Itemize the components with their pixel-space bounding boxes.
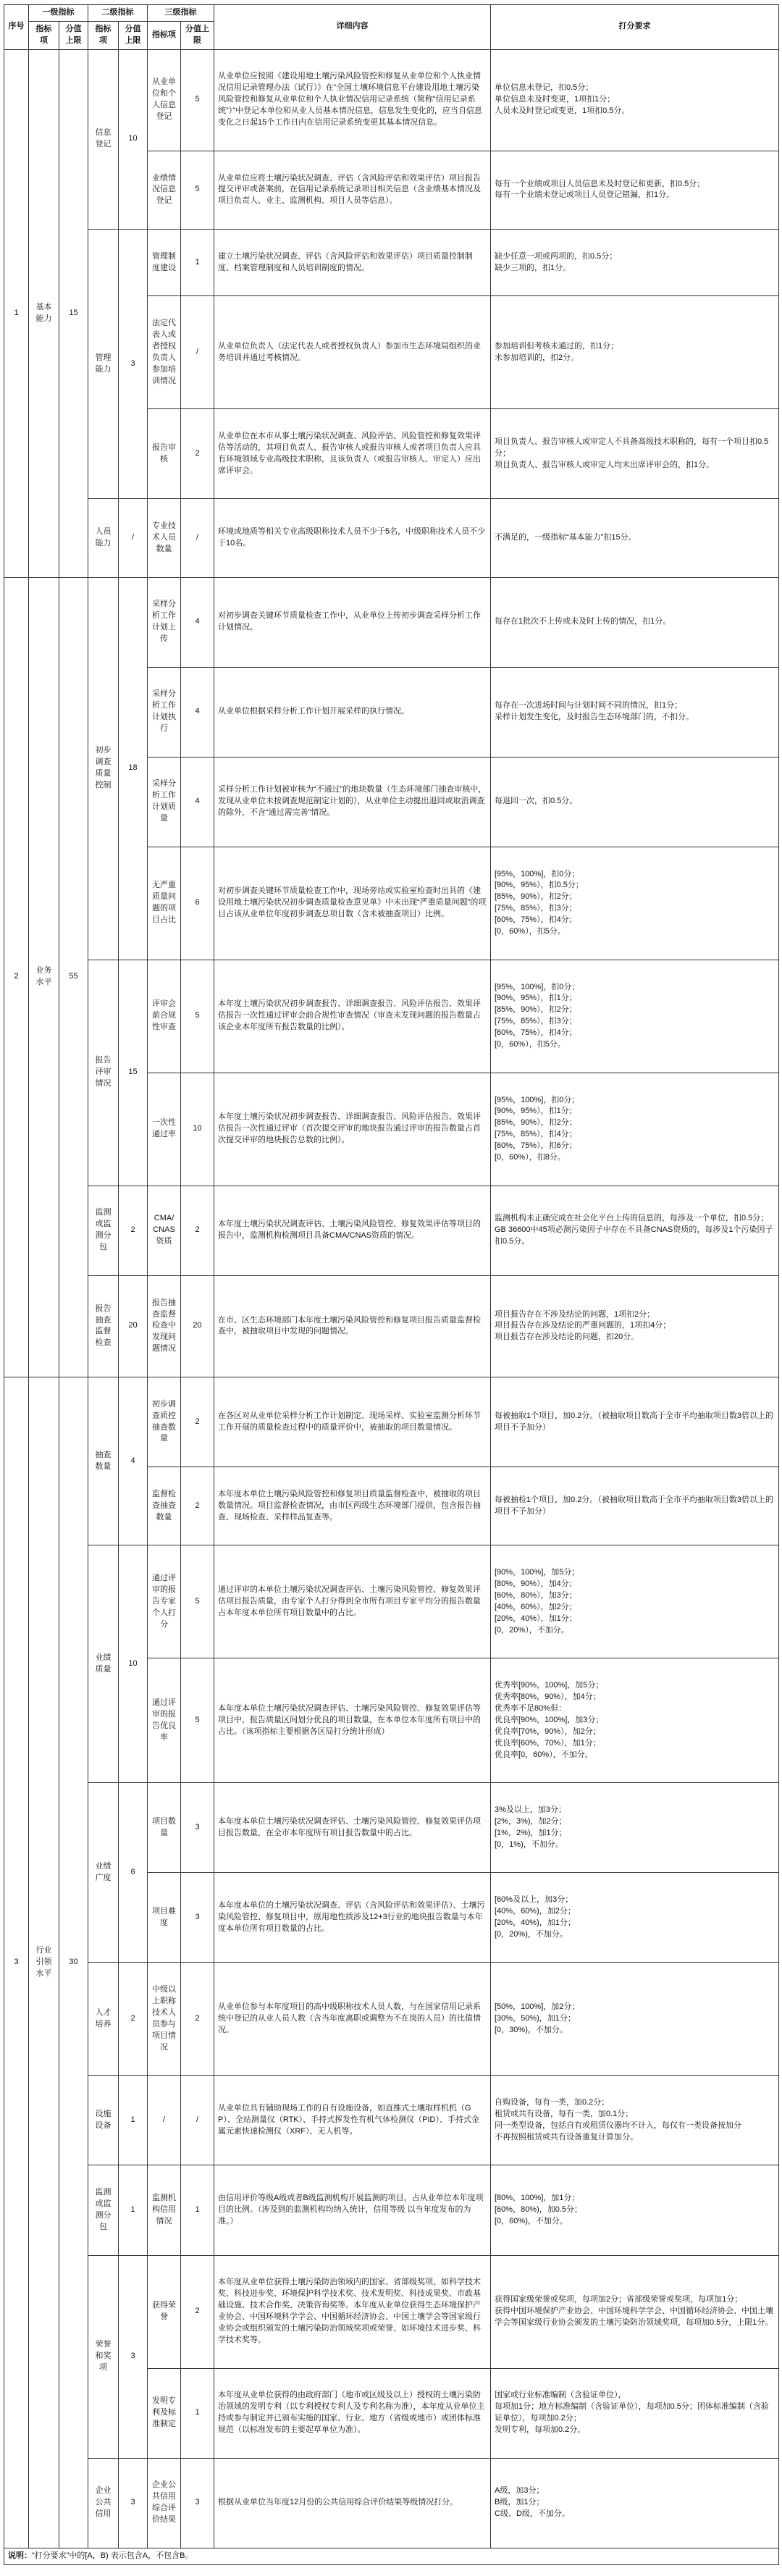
- level3-cap: 4: [181, 577, 214, 667]
- level2-metric: 监测或监测分包: [88, 2165, 119, 2255]
- level2-metric: 监测或监测分包: [88, 1186, 119, 1275]
- level2-metric: 报告评审情况: [88, 960, 119, 1186]
- scoring-table-container: [4, 4, 778, 2568]
- note-row: [4, 2548, 779, 2564]
- detail-content: 对初步调查关键环节质量检查工作中，现场旁站或实验室检查时出具的《建设用地土壤污染状况初步调查质量检查意见单》中未出现“严重质量问题”的项目占该从业单位年度初步调查总项目数（含未被抽查项目）比例。: [214, 847, 491, 960]
- level3-metric: 通过评审的报告优良率: [148, 1658, 181, 1783]
- level1-metric: 基本能力: [29, 49, 59, 577]
- header-level3: 三级指标: [148, 5, 214, 22]
- level3-cap: 1: [181, 230, 214, 296]
- scoring-requirement: [80%，100%]，加1分； [60%，80%)，加0.5分； [0，60%)，不加分。: [491, 2165, 779, 2255]
- level3-metric: 业绩情况信息登记: [148, 151, 181, 229]
- level3-cap: 5: [181, 960, 214, 1073]
- level2-metric: 人才培养: [88, 1963, 119, 2076]
- detail-content: 从业单位应按照《建设用地土壤污染风险管控和修复从业单位和个人执业情况信用记录管理办法（试行）》在“全国土壤环境信息平台建设用地土壤污染风险管控和修复从业单位和个人执业情况信用记录系统（简称“信用记录系统”）”中登记本单位和从业人员基本情况信息，信息发生变化的，应当自信息变化之日起15个工作日内在信用记录系统变更其基本情况信息。: [214, 49, 491, 151]
- level3-cap: 2: [181, 1377, 214, 1467]
- seq-cell: 2: [4, 577, 29, 1377]
- level3-metric: 报告审核: [148, 409, 181, 499]
- detail-content: 本年度本单位土壤污染状况调查评估、土壤污染风险管控、修复效果评估等项目中，报告质量区间划分优良的项目数量，在本单位本年度所有项目中的占比。（该项指标主要根据各区局打分统计形成）: [214, 1658, 491, 1783]
- level2-metric: 初步调查质量控制: [88, 577, 119, 960]
- level3-metric: 初步调查质控抽查数量: [148, 1377, 181, 1467]
- level3-metric: 法定代表人或者授权负责人参加培训情况: [148, 296, 181, 409]
- detail-content: 采样分析工作计划被审核为“不通过”的地块数量（生态环境部门抽查审核中，发现从业单位未按调查规范制定计划的），从业单位主动提出退回或取消调查的除外，不含“通过需完善”情况。: [214, 757, 491, 847]
- level3-cap: /: [181, 499, 214, 577]
- level3-metric: 专业技术人员数量: [148, 499, 181, 577]
- scoring-requirement: 每被抽取1个项目，加0.2分。（被抽取项目数高于全市平均抽取项目数3倍以上的项目不予加分）: [491, 1377, 779, 1467]
- table-body: [4, 49, 779, 2548]
- detail-content: 从业单位在本市从事土壤污染状况调查、风险评估、风险管控和修复效果评估等活动的，其项目负责人、报告审核人或报告审核人或者项目负责人应具有环境领域专业高级技术职称，且该负责人（或报告审核人、审定人）应出席评审会。: [214, 409, 491, 499]
- scoring-requirement: 不满足的，一级指标“基本能力”扣15分。: [491, 499, 779, 577]
- seq-cell: 3: [4, 1377, 29, 2548]
- level2-metric: 荣誉和奖项: [88, 2255, 119, 2458]
- detail-content: 本年度从业单位获得土壤污染防治领域内的国家、省部级奖项、如科学技术奖、科技进步奖、环境保护科学技术奖、技术发明奖、科技成果奖、市政基础设施、技术合作奖、决策咨询奖等。本年度从业单位获得生态环境保护产业协会、中国环境科学学会、中国循环经济协会、中国土壤学会等国家级行业协会或组织颁发的土壤污染防治领域奖项或荣誉、如环境技术进步奖、科学技术奖等。: [214, 2255, 491, 2368]
- level2-cap: 6: [119, 1783, 148, 1963]
- detail-content: 对初步调查关键环节质量检查工作中，从业单位上传初步调查采样分析工作计划情况。: [214, 577, 491, 667]
- level3-cap: 5: [181, 151, 214, 229]
- level3-cap: 2: [181, 2255, 214, 2368]
- table-row: [4, 499, 779, 577]
- level1-cap: 15: [59, 49, 88, 577]
- note-text: “打分要求”中的[A，B) 表示包含A，不包含B。: [32, 2551, 193, 2560]
- scoring-requirement: [50%，100%]，加2分； [30%，50%)，加1分； [0，30%)，不加分。: [491, 1963, 779, 2076]
- header-level2-metric: 指标项: [88, 21, 119, 49]
- scoring-requirement: 监测机构未正确完成在社会化平台上传的信息的，每涉及一个单位，扣0.5分； GB 36600中45项必测污染因子中存在不具备CNAS资质的，每涉及1个污染因子扣0.5分。: [491, 1186, 779, 1275]
- note-label: 说明：: [8, 2551, 32, 2560]
- table-row: [4, 1275, 779, 1377]
- level2-cap: 20: [119, 1275, 148, 1377]
- header-level1: 一级指标: [29, 5, 88, 22]
- header-level1-metric: 指标项: [29, 21, 59, 49]
- level3-metric: 评审会前合规性审查: [148, 960, 181, 1073]
- table-row: [4, 1377, 779, 1467]
- table-row: [4, 1186, 779, 1275]
- level3-metric: 采样分析工作计划执行: [148, 667, 181, 757]
- level3-metric: 从业单位和个人信息登记: [148, 49, 181, 151]
- scoring-requirement: [95%，100%]，扣0分； [90%，95%），扣1分； [85%，90%），扣2分； [75%，85%），扣3分； [60%，75%），扣4分； [0，60%），扣5分。: [491, 960, 779, 1073]
- scoring-requirement: [95%，100%]，扣0分； [90%，95%），扣1分； [85%，90%），扣2分； [75%，85%），扣4分； [60%，75%），扣6分； [0，60%），扣8分。: [491, 1073, 779, 1186]
- level3-cap: 6: [181, 847, 214, 960]
- level2-cap: 10: [119, 49, 148, 229]
- scoring-requirement: 每被抽检1个项目，加0.2分。（被抽取项目数高于全市平均抽取项目数3倍以上的项目不予加分）: [491, 1467, 779, 1545]
- level3-cap: /: [181, 2076, 214, 2165]
- level2-cap: 3: [119, 230, 148, 499]
- level2-metric: 企业公共信用: [88, 2458, 119, 2548]
- level3-metric: 采样分析工作计划质量: [148, 757, 181, 847]
- detail-content: 从业单位具有辅助现场工作的自有设施设备，如直推式土壤取样机机（GP）、全站测量仪（RTK）、手持式挥发性有机气体检测仪（PID）、手持式金属元素快速检测仪（XRF）、无人机等。: [214, 2076, 491, 2165]
- detail-content: 本年度本单位土壤污染状况调查评估、土壤污染风险管控、修复效果评估项目报告数量，在全市本年度所有项目报告数量中的占比。: [214, 1783, 491, 1873]
- level2-metric: 人员能力: [88, 499, 119, 577]
- level3-cap: 4: [181, 667, 214, 757]
- level3-cap: /: [181, 296, 214, 409]
- level3-metric: 发明专利及标准制定: [148, 2368, 181, 2458]
- scoring-requirement: A级，加3分； B级，加1分； C级、D级，不加分。: [491, 2458, 779, 2548]
- detail-content: 从业单位根据采样分析工作计划开展采样的执行情况。: [214, 667, 491, 757]
- scoring-requirement: 项目报告存在不涉及结论的问题，1项扣2分； 项目报告存在涉及结论的严重问题的，1项扣4分； 项目报告存在涉及结论的问题，扣20分。: [491, 1275, 779, 1377]
- level1-metric: 业务水平: [29, 577, 59, 1377]
- table-footer: [4, 2548, 779, 2564]
- scoring-requirement: [60%及以上，加3分； [40%，60%)，加2分； [20%，40%)，加1分； [0，20%)，不加分。: [491, 1873, 779, 1963]
- table-row: [4, 577, 779, 667]
- detail-content: 本年度土壤污染状况初步调查报告、详细调查报告、风险评估报告、效果评估报告一次性通过评审（首次提交评审的地块报告通过评审的报告数量占首次提交评审的地块报告总数的比例）。: [214, 1073, 491, 1186]
- level2-cap: 3: [119, 2458, 148, 2548]
- table-row: [4, 49, 779, 151]
- level3-metric: 企业公共信用综合评价结果: [148, 2458, 181, 2548]
- level3-metric: 监测机构信用情况: [148, 2165, 181, 2255]
- level2-cap: 18: [119, 577, 148, 960]
- level2-metric: 报告抽查监督检查: [88, 1275, 119, 1377]
- level3-metric: 通过评审的报告专家个人打分: [148, 1545, 181, 1658]
- table-row: [4, 230, 779, 296]
- level3-metric: 监督检查抽查数量: [148, 1467, 181, 1545]
- header-scoring: 打分要求: [491, 5, 779, 50]
- level3-cap: 4: [181, 757, 214, 847]
- detail-content: 本年度本单位的土壤污染状况调查、评估（含风险评估和效果评估）、土壤污染风险管控、修复项目中，原用地性质涉及12+3行业的地块报告数量与本年度本单位所有项目数量的占比。: [214, 1873, 491, 1963]
- header-row-1: [4, 5, 779, 22]
- table-row: [4, 1783, 779, 1873]
- seq-cell: 1: [4, 49, 29, 577]
- detail-content: 建立土壤污染状况调查、评估（含风险评估和效果评估）项目质量控制制度、档案管理制度和人员培训制度的情况。: [214, 230, 491, 296]
- table-row: [4, 1963, 779, 2076]
- scoring-requirement: 3%及以上，加3分； [2%，3%)，加2分； [1%，2%)，加1分； [0，1%)，不加分。: [491, 1783, 779, 1873]
- scoring-requirement: 缺少任意一项或两项的，扣0.5分； 缺少三项的，扣1分。: [491, 230, 779, 296]
- scoring-requirement: 单位信息未登记，扣0.5分； 单位信息未及时变更，1项扣1分； 人员未及时登记或变更，1项扣0.5分。: [491, 49, 779, 151]
- level2-metric: 设施设备: [88, 2076, 119, 2165]
- scoring-requirement: 每存在一次进场时间与计划时间不同的情况，扣1分； 采样计划发生变化，及时报告生态环境部门的，不扣分。: [491, 667, 779, 757]
- detail-content: 由信用评价等级A级或者B级监测机构开展监测的项目，占从业单位本年度项目的比例。（涉及到的监测机构均纳入统计，信用等级 以当年度发布的为准。）: [214, 2165, 491, 2255]
- table-row: [4, 2255, 779, 2368]
- level2-metric: 管理能力: [88, 230, 119, 499]
- header-level1-cap: 分值上限: [59, 21, 88, 49]
- detail-content: 本年度从业单位获得的由政府部门（地市或区级及以上）授权的土壤污染防治领域的发明专利（以专利授权专利人及专利名称为准），本年度从业单位主持或参与制定并已颁布实施的国家、行业、地方（省级或地市）或团体标准规范（以标准发布的主要起草单位为准）。: [214, 2368, 491, 2458]
- level3-metric: 采样分析工作计划上传: [148, 577, 181, 667]
- level3-metric: 无严重质量问题的项目占比: [148, 847, 181, 960]
- scoring-requirement: 每退回一次，扣0.5分。: [491, 757, 779, 847]
- detail-content: 本年度本单位土壤污染风险管控和修复项目质量监督检查中，被抽取的项目数量情况。项目监督检查情况，由市区两级生态环境部门提供，包含报告抽查、现场检查、采样样品复查等。: [214, 1467, 491, 1545]
- table-row: [4, 1545, 779, 1658]
- level2-cap: 15: [119, 960, 148, 1186]
- detail-content: 在市、区生态环境部门本年度土壤污染风险管控和修复项目报告质量监督检查中，被抽取项目中发现的问题情况。: [214, 1275, 491, 1377]
- table-row: [4, 2165, 779, 2255]
- scoring-requirement: 获得国家级荣誉或奖项，每项加2分；省部级荣誉或奖项，每项加1分； 获得中国环境保护产业协会、中国环境科学学会、中国循环经济协会、中国土壤学会等国家级行业协会颁发的土壤污染防治领域奖项，每项加0.5分，上限1分。: [491, 2255, 779, 2368]
- level3-metric: 一次性通过率: [148, 1073, 181, 1186]
- level2-cap: 2: [119, 1963, 148, 2076]
- level3-cap: 3: [181, 2458, 214, 2548]
- scoring-requirement: 项目负责人、报告审核人或审定人不具备高级技术职称的，每有一个项目扣0.5分； 项目负责人、报告审核人或审定人均未出席评审会的，扣1分。: [491, 409, 779, 499]
- scoring-requirement: [95%，100%]，扣0分； [90%，95%），扣0.5分； [85%，90%），扣2分； [75%，85%），扣3分； [60%，75%），扣4分； [0，60%），扣5分。: [491, 847, 779, 960]
- level3-cap: 3: [181, 1873, 214, 1963]
- level2-cap: 1: [119, 2165, 148, 2255]
- detail-content: 从业单位应将土壤污染状况调查、评估（含风险评估和效果评估）项目报告提交评审或备案前，在信用记录系统记录项目相关信息（含业绩基本情况及项目负责人、业主、监测机构、项目人员等信息）。: [214, 151, 491, 229]
- level3-cap: 10: [181, 1073, 214, 1186]
- level3-metric: 管理制度建设: [148, 230, 181, 296]
- level2-cap: 2: [119, 1186, 148, 1275]
- scoring-requirement: 每有一个业绩或项目人员信息未及时登记和更新，扣0.5分； 每有一个业绩未登记或项目人员登记错漏，扣1分。: [491, 151, 779, 229]
- level3-cap: 2: [181, 1467, 214, 1545]
- level2-cap: 4: [119, 1377, 148, 1545]
- header-level2: 二级指标: [88, 5, 148, 22]
- level3-cap: 2: [181, 409, 214, 499]
- level3-metric: 项目难度: [148, 1873, 181, 1963]
- detail-content: 从业单位参与本年度项目的高中级职称技术人员人数，与在国家信用记录系统中登记的从业人员人数（含当年度离职或调整为不在岗的人员）的比值情况。: [214, 1963, 491, 2076]
- detail-content: 环境或地质等相关专业高级职称技术人员不少于5名，中级职称技术人员不少于10名。: [214, 499, 491, 577]
- level3-metric: 项目数量: [148, 1783, 181, 1873]
- level3-cap: 2: [181, 1963, 214, 2076]
- level2-metric: 信息登记: [88, 49, 119, 229]
- level2-metric: 业绩广度: [88, 1783, 119, 1963]
- scoring-requirement: 优秀率[90%，100%]，加5分； 优秀率[80%，90%），加4分； 优秀率不足80%但： 优良率[90%，100%]，加3分； 优良率[70%，90%），加2分； 优良率[60%，70%），加1分； 优良率[0，60%），不加分。: [491, 1658, 779, 1783]
- table-row: [4, 2076, 779, 2165]
- level3-metric: /: [148, 2076, 181, 2165]
- level1-cap: 55: [59, 577, 88, 1377]
- header-level3-metric: 指标项: [148, 21, 181, 49]
- header-level2-cap: 分值上限: [119, 21, 148, 49]
- detail-content: 从业单位负责人（法定代表人或者授权负责人）参加市生态环境局组织的业务培训并通过考核情况。: [214, 296, 491, 409]
- level3-metric: CMA/CNAS资质: [148, 1186, 181, 1275]
- detail-content: 本年度土壤污染状况调查评估、土壤污染风险管控、修复效果评估等项目的报告中，监测机构检测项目具备CMA/CNAS资质的情况。: [214, 1186, 491, 1275]
- level3-metric: 报告抽查监督检查中发现问题情况: [148, 1275, 181, 1377]
- level2-cap: /: [119, 499, 148, 577]
- level3-cap: 2: [181, 1186, 214, 1275]
- level3-cap: 5: [181, 1658, 214, 1783]
- level1-metric: 行业引领水平: [29, 1377, 59, 2548]
- level1-cap: 30: [59, 1377, 88, 2548]
- detail-content: 本年度土壤污染状况初步调查报告、详细调查报告、风险评估报告、效果评估报告一次性通过评审会前合规性审查情况（审查未发现问题的报告数量占该企业本年度所有报告数量的比例）。: [214, 960, 491, 1073]
- detail-content: 根据从业单位当年度12月份的公共信用综合评价结果等级情况打分。: [214, 2458, 491, 2548]
- detail-content: 通过评审的本单位土壤污染状况调查评估、土壤污染风险管控、修复效果评估项目报告质量，由专家个人打分得到全市所有项目专家平均分的报告数量占本年度本单位所有项目数量中的占比。: [214, 1545, 491, 1658]
- level3-cap: 1: [181, 2165, 214, 2255]
- header-detail: 详细内容: [214, 5, 491, 50]
- table-row: [4, 2458, 779, 2548]
- level3-metric: 获得荣誉: [148, 2255, 181, 2368]
- level2-metric: 业绩质量: [88, 1545, 119, 1783]
- scoring-requirement: [90%，100%]，加5分； [80%，90%），加4分； [60%，80%），加3分； [40%，60%），加2分； [20%，40%），加1分； [0，20%），不加分。: [491, 1545, 779, 1658]
- note-cell: [4, 2548, 779, 2564]
- level3-cap: 5: [181, 49, 214, 151]
- level3-cap: 3: [181, 1783, 214, 1873]
- level3-cap: 1: [181, 2368, 214, 2458]
- scoring-requirement: 参加培训但考核未通过的，扣1分； 未参加培训的，扣2分。: [491, 296, 779, 409]
- detail-content: 在各区对从业单位采样分析工作计划制定、现场采样、实验室监测分析环节工作开展的质量检查过程中的质量评价中，被抽取的项目数量情况。: [214, 1377, 491, 1467]
- scoring-criteria-table: [4, 4, 779, 2565]
- level2-metric: 抽查数量: [88, 1377, 119, 1545]
- level3-cap: 20: [181, 1275, 214, 1377]
- level2-cap: 10: [119, 1545, 148, 1783]
- header-level3-cap: 分值上限: [181, 21, 214, 49]
- level3-metric: 中级以上职称技术人员参与项目情况: [148, 1963, 181, 2076]
- header-seq: 序号: [4, 5, 29, 50]
- level2-cap: 1: [119, 2076, 148, 2165]
- scoring-requirement: 国家或行业标准编制（含验证单位）， 每项加1分；地方标准编制（含验证单位），每项加0.5分；团体标准编制（含验证单位），每项加0.2分； 发明专利，每项加0.2分。: [491, 2368, 779, 2458]
- scoring-requirement: 自购设备，每有一类，加0.2分； 租赁或共有设备，每有一类，加0.1分； 同一类型设备，包括自有或租赁仪器均不计入，每仅有一类设备按加分 不再按照租赁或共有设备重复计算加分。: [491, 2076, 779, 2165]
- scoring-requirement: 每存在1批次不上传或未及时上传的情况，扣1分。: [491, 577, 779, 667]
- level3-cap: 5: [181, 1545, 214, 1658]
- level2-cap: 3: [119, 2255, 148, 2458]
- table-row: [4, 960, 779, 1073]
